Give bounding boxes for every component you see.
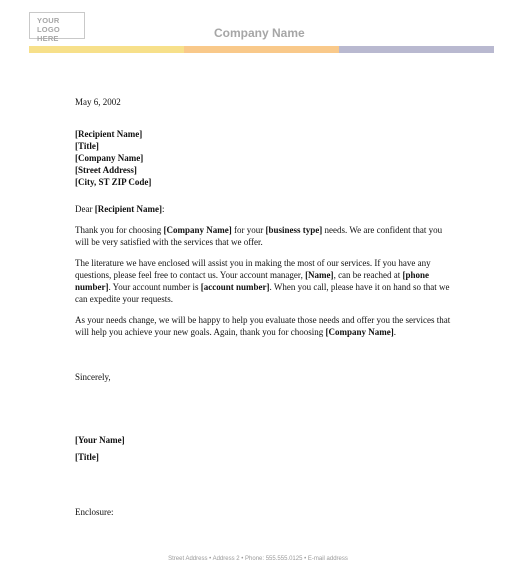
signer-title: [Title]	[75, 452, 99, 462]
recipient-name: [Recipient Name]	[75, 129, 143, 139]
para1-text-3: needs. We are confident that you will be very satisfied with the services that we offer.	[75, 225, 443, 247]
header-stripe-lavender	[339, 46, 494, 53]
para2-text-4: . When you call, please have it on hand so that we can expedite your requests.	[75, 282, 450, 304]
signer-name: [Your Name]	[75, 435, 125, 445]
letter-date: May 6, 2002	[75, 97, 121, 107]
para1-business-type: [business type]	[265, 225, 323, 235]
logo-placeholder	[29, 12, 85, 43]
header-stripe-orange	[184, 46, 339, 53]
paragraph-3	[75, 314, 455, 338]
footer-contact-line: Street Address • Address 2 • Phone: 555.555.0125 • E-mail address	[168, 556, 348, 562]
para1-company-name: [Company Name]	[163, 225, 232, 235]
para2-text-1: The literature we have enclosed will assist you in making the most of our services. If you have any questions, please feel free to contact us. Your account manager,	[75, 258, 431, 280]
para3-company-name: [Company Name]	[325, 327, 394, 337]
recipient-company: [Company Name]	[75, 153, 144, 163]
paragraph-2	[75, 257, 455, 305]
recipient-title: [Title]	[75, 141, 99, 151]
para3-text-2: .	[393, 327, 396, 337]
logo-text-line2: HERE	[37, 34, 59, 43]
para2-account-number: [account number]	[200, 282, 270, 292]
salutation	[75, 203, 455, 215]
para1-text-2: for your	[231, 225, 266, 235]
salutation-suffix: :	[161, 204, 165, 214]
para2-account-manager: [Name]	[305, 270, 334, 280]
header-stripe-yellow	[29, 46, 184, 53]
company-name-heading: Company Name	[214, 26, 305, 40]
salutation-name: [Recipient Name]	[94, 204, 162, 214]
paragraph-1	[75, 224, 455, 248]
para3-text-1: As your needs change, we will be happy to help you evaluate those needs and offer you the services that will help you achieve your new goals. Again, thank you for choosing	[75, 315, 451, 337]
recipient-city: [City, ST ZIP Code]	[75, 177, 152, 187]
logo-text-line1: YOUR LOGO	[37, 16, 60, 34]
para2-text-2: , can be reached at	[333, 270, 403, 280]
para2-text-3: . Your account number is	[108, 282, 201, 292]
recipient-street: [Street Address]	[75, 165, 137, 175]
para1-text-1: Thank you for choosing	[75, 225, 164, 235]
closing: Sincerely,	[75, 372, 111, 382]
enclosure-note: Enclosure:	[75, 507, 114, 517]
letter-body	[75, 96, 455, 347]
recipient-address-block	[75, 128, 455, 188]
salutation-prefix: Dear	[75, 204, 95, 214]
para2-phone-number: [phone number]	[75, 270, 430, 292]
